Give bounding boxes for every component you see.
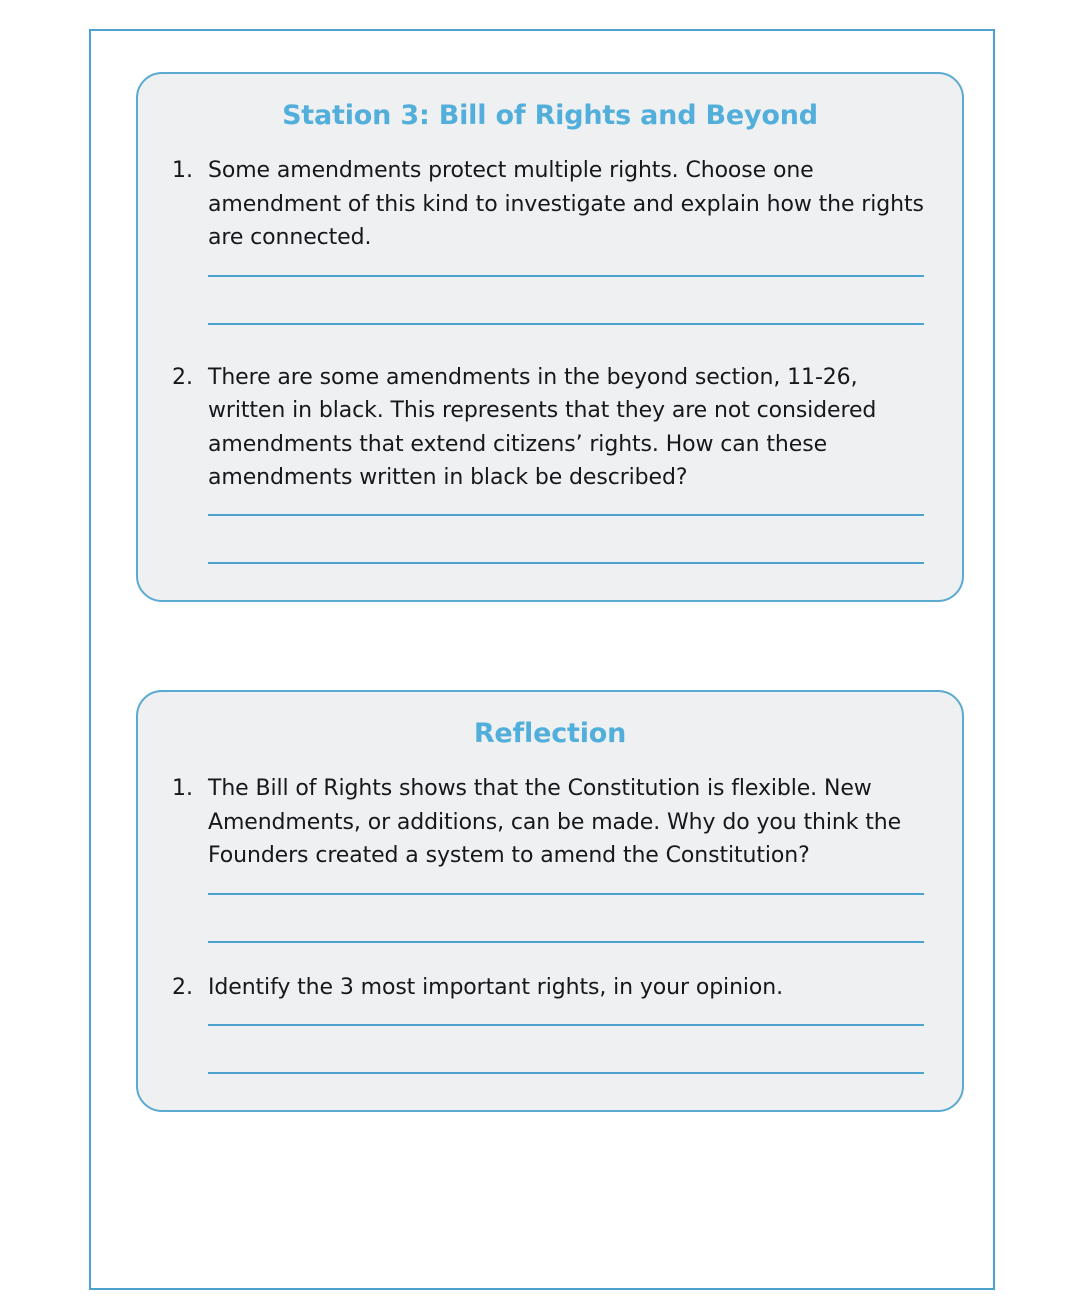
worksheet-page-border xyxy=(89,29,995,1290)
answer-lines-group xyxy=(208,1024,928,1074)
question-item xyxy=(172,971,928,1074)
answer-lines-group xyxy=(208,275,928,325)
question-item xyxy=(172,154,928,324)
answer-lines-group xyxy=(208,514,928,564)
question-item xyxy=(172,772,928,942)
question-number: 1. xyxy=(172,158,193,184)
answer-line[interactable] xyxy=(208,893,924,895)
section-title-station-3: Station 3: Bill of Rights and Beyond xyxy=(282,100,818,131)
section-title-reflection: Reflection xyxy=(473,718,627,749)
question-text: Identify the 3 most important rights, in your opinion. xyxy=(208,974,784,1000)
section-card-station-3 xyxy=(136,72,964,602)
question-number: 2. xyxy=(172,974,193,1000)
answer-line[interactable] xyxy=(208,562,924,564)
section-card-reflection xyxy=(136,690,964,1112)
answer-line[interactable] xyxy=(208,1072,924,1074)
question-text: Some amendments protect multiple rights. Choose one amendment of this kind to investigate and explain how the rights are connected. xyxy=(208,158,924,251)
question-spacer xyxy=(172,331,928,361)
question-text: There are some amendments in the beyond section, 11-26, written in black. This represents that they are not considered amendments that extend citizens’ rights. How can these amendments written in black be described? xyxy=(208,364,877,491)
answer-line[interactable] xyxy=(208,941,924,943)
question-number: 1. xyxy=(172,776,193,802)
question-list-reflection xyxy=(172,772,928,1074)
answer-lines-group xyxy=(208,893,928,943)
question-spacer xyxy=(172,949,928,971)
answer-line[interactable] xyxy=(208,1024,924,1026)
answer-line[interactable] xyxy=(208,323,924,325)
answer-line[interactable] xyxy=(208,275,924,277)
question-number: 2. xyxy=(172,364,193,390)
question-item xyxy=(172,361,928,565)
answer-line[interactable] xyxy=(208,514,924,516)
question-list-station-3 xyxy=(172,154,928,564)
question-text: The Bill of Rights shows that the Constitution is flexible. New Amendments, or additions, can be made. Why do you think the Founders created a system to amend the Constitution? xyxy=(208,776,902,869)
